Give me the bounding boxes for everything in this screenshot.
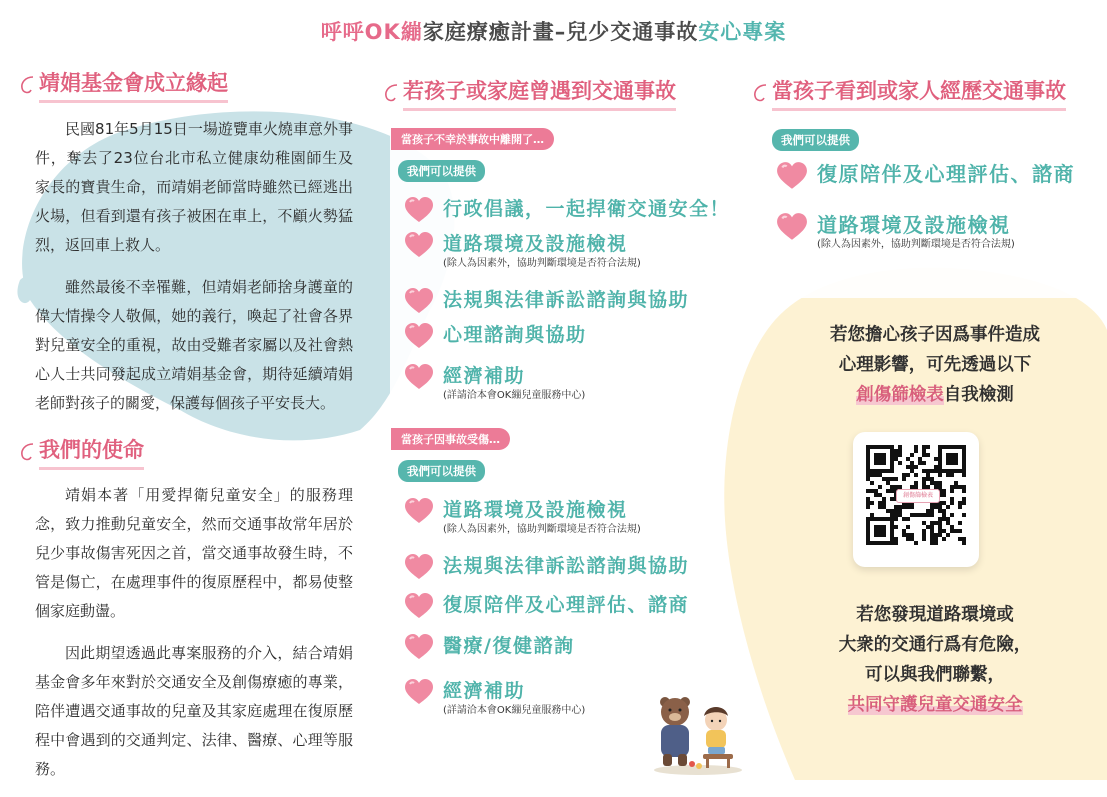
- provide-tag: 我們可以提供: [772, 129, 859, 151]
- service-item: [404, 634, 574, 660]
- death-case-tag: 當孩子不幸於事故中離開了…: [391, 128, 554, 150]
- page-title: [0, 16, 1107, 46]
- service-note: (除人為因素外，協助判斷環境是否符合法規): [817, 239, 1015, 250]
- service-title: 道路環境及設施檢視: [443, 233, 628, 255]
- provide-tag: 我們可以提供: [398, 160, 485, 182]
- service-title: 法規與法律訴訟諮詢與協助: [443, 289, 690, 311]
- heart-icon: [404, 593, 434, 619]
- service-title: 經濟補助: [443, 680, 526, 702]
- service-title: 復原陪伴及心理評估、諮商: [443, 594, 690, 616]
- contact-prompt: [770, 600, 1100, 720]
- service-title: 行政倡議，一起捍衛交通安全！: [443, 198, 731, 220]
- qr-label: 創傷篩檢表: [896, 489, 940, 503]
- service-item: [404, 288, 689, 314]
- heart-icon: [404, 364, 434, 390]
- service-title: 經濟補助: [443, 365, 526, 387]
- swirl-icon: [17, 74, 39, 96]
- service-title: 法規與法律訴訟諮詢與協助: [443, 555, 690, 577]
- swirl-icon: [17, 441, 39, 463]
- screening-line: 若您擔心孩子因爲事件造成: [830, 325, 1040, 345]
- contact-line: 大衆的交通行爲有危險，: [838, 635, 1032, 655]
- service-item: [404, 554, 689, 580]
- mission-text: [35, 481, 353, 797]
- heart-icon: [404, 197, 434, 223]
- mission-heading-text: 我們的使命: [39, 434, 144, 470]
- screening-form-link[interactable]: 創傷篩檢表: [856, 385, 944, 405]
- service-item: [404, 679, 585, 718]
- service-title: 復原陪伴及心理評估、諮商: [817, 162, 1075, 186]
- middle-heading-text: 若孩子或家庭曾遇到交通事故: [403, 75, 676, 111]
- service-item: [404, 593, 689, 619]
- swirl-icon: [381, 82, 403, 104]
- service-item: [404, 232, 641, 271]
- provide-tag: 我們可以提供: [398, 460, 485, 482]
- service-item: [404, 498, 641, 537]
- heart-icon: [776, 213, 808, 241]
- origin-heading-text: 靖娟基金會成立緣起: [39, 67, 228, 103]
- heart-icon: [404, 679, 434, 705]
- service-note: (除人為因素外，協助判斷環境是否符合法規): [443, 258, 641, 269]
- mission-paragraph: 靖娟本著「用愛捍衛兒童安全」的服務理念，致力推動兒童安全，然而交通事故常年居於兒少事故傷害死因之首，當交通事故發生時，不管是傷亡，在處理事件的復原歷程中，都易使整個家庭動盪。: [35, 486, 353, 620]
- origin-paragraph: 民國81年5月15日一場遊覽車火燒車意外事件，奪去了23位台北市私立健康幼稚園師生及家長的寶貴生命，而靖娟老師當時雖然已經逃出火場，但看到還有孩子被困在車上，不顧火勢猛烈，返回車上救人。: [35, 120, 353, 254]
- heart-icon: [404, 323, 434, 349]
- heart-icon: [404, 288, 434, 314]
- service-item: [404, 364, 585, 403]
- origin-text: [35, 115, 353, 431]
- contact-line: 若您發現道路環境或: [856, 605, 1014, 625]
- right-heading: [750, 75, 1066, 111]
- screening-line-tail: 自我檢測: [943, 385, 1014, 405]
- service-title: 醫療/復健諮詢: [443, 635, 575, 657]
- service-note: (詳請洽本會OK繃兒童服務中心): [443, 705, 586, 716]
- bear-and-child-illustration: [648, 694, 748, 776]
- injury-case-tag: 當孩子因事故受傷…: [391, 428, 510, 450]
- service-note: (除人為因素外，協助判斷環境是否符合法規): [443, 524, 641, 535]
- service-item: [776, 162, 1075, 190]
- title-project: 安心專案: [698, 20, 787, 44]
- heart-icon: [404, 634, 434, 660]
- screening-prompt: [770, 320, 1100, 410]
- heart-icon: [404, 232, 434, 258]
- origin-heading: [17, 67, 228, 103]
- service-item: [404, 197, 730, 223]
- contact-line: 可以與我們聯繫，: [865, 665, 1005, 685]
- swirl-icon: [750, 82, 772, 104]
- middle-heading: [381, 75, 676, 111]
- service-title: 心理諮詢與協助: [443, 324, 587, 346]
- right-heading-text: 當孩子看到或家人經歷交通事故: [772, 75, 1066, 111]
- service-note: (詳請洽本會OK繃兒童服務中心): [443, 390, 586, 401]
- contact-slogan: 共同守護兒童交通安全: [847, 695, 1023, 715]
- service-item: [404, 323, 587, 349]
- origin-paragraph: 雖然最後不幸罹難，但靖娟老師捨身護童的偉大情操令人敬佩，她的義行，喚起了社會各界對兒童安全的重視，故由受難者家屬以及社會熱心人士共同發起成立靖娟基金會，期待延續靖娟老師對孩子的關愛，保護每個孩子平安長大。: [35, 278, 353, 412]
- mission-paragraph: 因此期望透過此專案服務的介入，結合靖娟基金會多年來對於交通安全及創傷療癒的專業，陪伴遭遇交通事故的兒童及其家庭處理在復原歷程中會遇到的交通判定、法律、醫療、心理等服務。: [35, 644, 353, 778]
- heart-icon: [776, 162, 808, 190]
- service-title: 道路環境及設施檢視: [817, 213, 1011, 237]
- heart-icon: [404, 554, 434, 580]
- mission-heading: [17, 434, 144, 470]
- screening-line: 心理影響，可先透過以下: [838, 355, 1032, 375]
- service-item: [776, 213, 1015, 252]
- service-title: 道路環境及設施檢視: [443, 499, 628, 521]
- heart-icon: [404, 498, 434, 524]
- qr-code-card[interactable]: [853, 432, 979, 567]
- title-main: 家庭療癒計畫–兒少交通事故: [422, 20, 699, 44]
- title-brand: 呼呼OK繃: [320, 20, 423, 44]
